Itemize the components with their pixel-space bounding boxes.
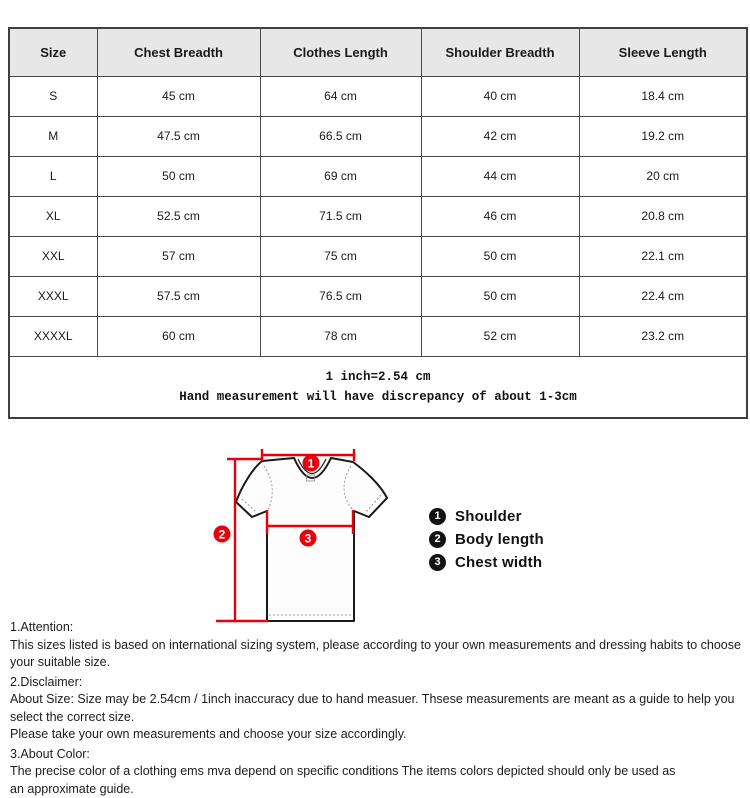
about-color-section <box>10 746 747 798</box>
disclaimer-heading: 2.Disclaimer: <box>10 674 747 692</box>
table-row <box>9 116 747 156</box>
svg-text:3: 3 <box>305 532 312 546</box>
chest-value: 47.5 cm <box>97 116 260 156</box>
svg-text:2: 2 <box>219 528 226 542</box>
shoulder-value: 52 cm <box>421 316 579 356</box>
disclaimer-text-line1: About Size: Size may be 2.54cm / 1inch inaccuracy due to hand measuer. Thsese measurements are meant as a guide to help you select the correct size. <box>10 691 747 726</box>
legend-item-shoulder <box>429 505 544 528</box>
length-value: 64 cm <box>260 76 421 116</box>
measurement-note <box>9 356 747 418</box>
attention-text: This sizes listed is based on international sizing system, please according to your own measurements and dressing habits to choose your suitable size. <box>10 637 747 672</box>
shoulder-value: 50 cm <box>421 276 579 316</box>
sleeve-value: 20 cm <box>579 156 747 196</box>
shoulder-value: 50 cm <box>421 236 579 276</box>
chest-value: 45 cm <box>97 76 260 116</box>
table-row <box>9 236 747 276</box>
sleeve-value: 18.4 cm <box>579 76 747 116</box>
column-header-size: Size <box>9 28 97 76</box>
legend-label: Body length <box>455 531 544 548</box>
footer-notes <box>10 619 747 798</box>
sleeve-value: 22.1 cm <box>579 236 747 276</box>
about-color-text-line1: The precise color of a clothing ems mva depend on specific conditions The items colors depicted should only be used as <box>10 763 747 781</box>
size-label: M <box>9 116 97 156</box>
chest-value: 57.5 cm <box>97 276 260 316</box>
disclaimer-section <box>10 674 747 744</box>
about-color-text-line2: an approximate guide. <box>10 781 747 798</box>
legend-label: Chest width <box>455 554 542 571</box>
shoulder-value: 46 cm <box>421 196 579 236</box>
chest-value: 50 cm <box>97 156 260 196</box>
tshirt-measurement-diagram <box>203 446 413 641</box>
length-value: 78 cm <box>260 316 421 356</box>
table-row <box>9 316 747 356</box>
table-note-row <box>9 356 747 418</box>
table-row <box>9 276 747 316</box>
column-header-chest-breadth: Chest Breadth <box>97 28 260 76</box>
measurement-legend <box>429 505 544 574</box>
marker-3-badge <box>300 530 317 547</box>
note-discrepancy: Hand measurement will have discrepancy of about 1-3cm <box>10 387 746 407</box>
size-chart-table <box>8 27 748 419</box>
table-row <box>9 156 747 196</box>
size-label: L <box>9 156 97 196</box>
column-header-sleeve-length: Sleeve Length <box>579 28 747 76</box>
shoulder-value: 42 cm <box>421 116 579 156</box>
disclaimer-text-line2: Please take your own measurements and choose your size accordingly. <box>10 726 747 744</box>
chest-value: 52.5 cm <box>97 196 260 236</box>
legend-item-chest-width <box>429 551 544 574</box>
length-value: 75 cm <box>260 236 421 276</box>
sleeve-value: 19.2 cm <box>579 116 747 156</box>
length-value: 76.5 cm <box>260 276 421 316</box>
svg-text:1: 1 <box>308 457 315 471</box>
size-label: S <box>9 76 97 116</box>
sleeve-value: 22.4 cm <box>579 276 747 316</box>
about-color-heading: 3.About Color: <box>10 746 747 764</box>
table-header-row <box>9 28 747 76</box>
chest-value: 60 cm <box>97 316 260 356</box>
column-header-shoulder-breadth: Shoulder Breadth <box>421 28 579 76</box>
size-label: XXXL <box>9 276 97 316</box>
sleeve-value: 20.8 cm <box>579 196 747 236</box>
length-value: 66.5 cm <box>260 116 421 156</box>
length-value: 71.5 cm <box>260 196 421 236</box>
chest-value: 57 cm <box>97 236 260 276</box>
attention-heading: 1.Attention: <box>10 619 747 637</box>
attention-section <box>10 619 747 672</box>
legend-badge-2-icon: 2 <box>429 531 446 548</box>
legend-item-body-length <box>429 528 544 551</box>
marker-2-badge <box>214 526 231 543</box>
legend-badge-3-icon: 3 <box>429 554 446 571</box>
shoulder-value: 44 cm <box>421 156 579 196</box>
length-value: 69 cm <box>260 156 421 196</box>
shoulder-value: 40 cm <box>421 76 579 116</box>
sleeve-value: 23.2 cm <box>579 316 747 356</box>
column-header-clothes-length: Clothes Length <box>260 28 421 76</box>
marker-1-badge <box>303 455 320 472</box>
size-label: XXL <box>9 236 97 276</box>
note-inch-conversion: 1 inch=2.54 cm <box>10 367 746 387</box>
size-label: XL <box>9 196 97 236</box>
size-label: XXXXL <box>9 316 97 356</box>
table-row <box>9 196 747 236</box>
table-row <box>9 76 747 116</box>
legend-badge-1-icon: 1 <box>429 508 446 525</box>
legend-label: Shoulder <box>455 508 522 525</box>
